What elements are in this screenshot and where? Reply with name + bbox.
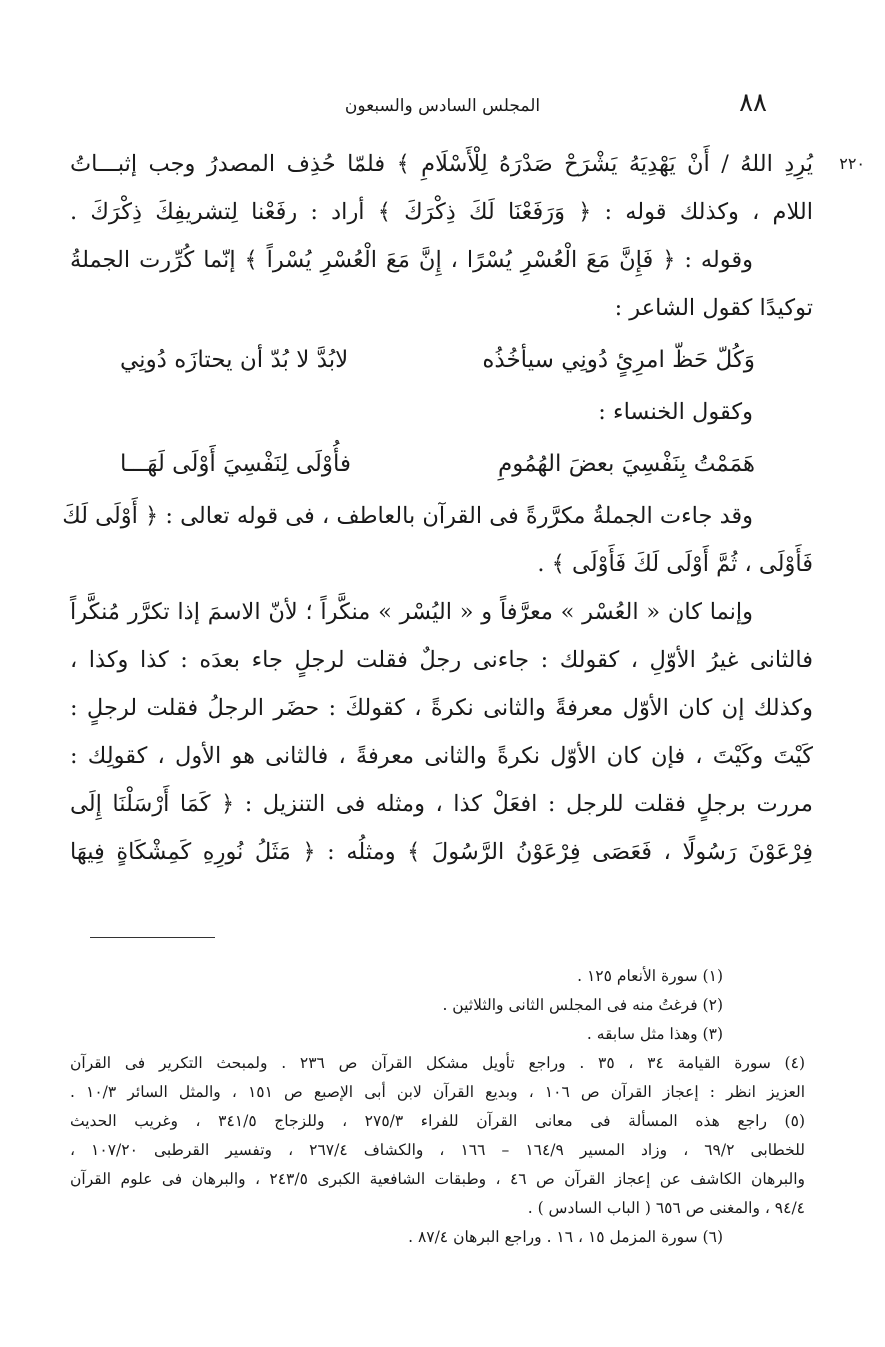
footnote: (٤) سورة القيامة ٣٤ ، ٣٥ . وراجع تأويل مشكل القرآن ص ٢٣٦ . ولمبحث التكرير فى القرآن [70, 1054, 805, 1072]
text-line: وكذلك إن كان الأوّل معرفةً والثانى نكرةً ، كقولكَ : حضَر الرجلُ فقلت لرجلٍ : [70, 695, 813, 721]
text-line: توكيدًا كقول الشاعر : [614, 295, 813, 321]
verse-line [70, 332, 813, 388]
text-line: فِرْعَوْنَ رَسُولًا ، فَعَصَى فِرْعَوْنُ الرَّسُولَ ﴾ ومثلُه : ﴿ مَثَلُ نُورِهِ كَمِشْكَاةٍ فِيهَا [70, 839, 813, 865]
text-line: مررت برجلٍ فقلت للرجل : افعَلْ كذا ، ومثله فى التنزيل : ﴿ كَمَا أَرْسَلْنَا إِلَى [70, 791, 813, 817]
text-line: وقد جاءت الجملةُ مكرَّرةً فى القرآن بالعاطف ، فى قوله تعالى : ﴿ أَوْلَى لَكَ [62, 503, 753, 529]
footnote-continuation: ٩٤/٤ ، والمغنى ص ٦٥٦ ( الباب السادس ) . [527, 1199, 805, 1217]
footnote: (٣) وهذا مثل سابقه . [586, 1025, 723, 1043]
margin-line-number: ٢٢٠ [839, 154, 865, 173]
text-line: اللام ، وكذلك قوله : ﴿ وَرَفَعْنَا لَكَ ذِكْرَكَ ﴾ أراد : رفَعْنا لِتشريفِكَ ذِكْرَكَ . [70, 199, 813, 225]
text-line: وقوله : ﴿ فَإِنَّ مَعَ الْعُسْرِ يُسْرًا ، إِنَّ مَعَ الْعُسْرِ يُسْراً ﴾ إنّما كُرِّرت الجملةُ [70, 247, 753, 273]
footnote-continuation: والبرهان الكاشف عن إعجاز القرآن ص ٤٦ ، وطبقات الشافعية الكبرى ٢٤٣/٥ ، والبرهان فى علوم القرآن [70, 1170, 805, 1188]
text-line-content: يُرِدِ اللهُ / أَنْ يَهْدِيَهُ يَشْرَحْ صَدْرَهُ لِلْأَسْلَامِ ﴾ فلمّا حُذِف المصدرُ وجب إثبـــاتُ [70, 151, 813, 177]
main-text [62, 140, 865, 876]
text-line: وإنما كان « العُسْر » معرَّفاً و « اليُسْر » منكَّراً ؛ لأنّ الاسمَ إذا تكرَّر مُنكَّراً [70, 599, 753, 625]
text-line: فَأَوْلَى ، ثُمَّ أَوْلَى لَكَ فَأَوْلَى ﴾ . [537, 551, 813, 577]
verse-line [70, 436, 813, 492]
running-title: المجلس السادس والسبعون [344, 96, 541, 116]
verse-first-hemistich: هَمَمْتُ بِنَفْسِيَ بعضَ الهُمُومِ [498, 451, 755, 477]
page-number: ٨٨ [739, 88, 767, 118]
footnote: (٥) راجع هذه المسألة فى معانى القرآن للفراء ٢٧٥/٣ ، وللزجاج ٣٤١/٥ ، وغريب الحديث [70, 1112, 805, 1130]
verse-first-hemistich: وَكُلّ حَظّ امرِئٍ دُونِي سيأخُذُه [482, 347, 755, 373]
text-line: فالثانى غيرُ الأوّلِ ، كقولك : جاءنى رجلٌ فقلت لرجلٍ جاء بعدَه : كذا وكذا ، [70, 647, 813, 673]
footnotes [70, 962, 805, 1252]
verse-second-hemistich: لابُدَّ لا بُدّ أن يحتازَه دُونِي [120, 347, 349, 373]
verse-second-hemistich: فأُوْلَى لِنَفْسِيَ أَوْلَى لَهَـــا [120, 451, 351, 477]
footnote-continuation: العزيز انظر : إعجاز القرآن ص ١٠٦ ، وبديع القرآن لابن أبى الإصبع ص ١٥١ ، والمثل السائر ١٠/٣ . [70, 1083, 806, 1101]
footnote-separator [90, 937, 215, 938]
page-header [0, 88, 885, 122]
footnote: (١) سورة الأنعام ١٢٥ . [577, 967, 723, 985]
footnote-continuation: للخطابى ٦٩/٢ ، وزاد المسير ١٦٤/٩ – ١٦٦ ، والكشاف ٢٦٧/٤ ، وتفسير القرطبى ١٠٧/٢٠ ، [70, 1141, 806, 1159]
footnote: (٦) سورة المزمل ١٥ ، ١٦ . وراجع البرهان ٨٧/٤ . [408, 1228, 723, 1246]
text-line [70, 140, 865, 188]
footnote: (٢) فرغتُ منه فى المجلس الثانى والثلاثين . [442, 996, 723, 1014]
text-line: كَيْتَ وكَيْتَ ، فإن كان الأوّل نكرةً والثانى معرفةً ، فالثانى هو الأول ، كقولِك : [70, 743, 813, 769]
text-line: وكقول الخنساء : [598, 399, 753, 425]
